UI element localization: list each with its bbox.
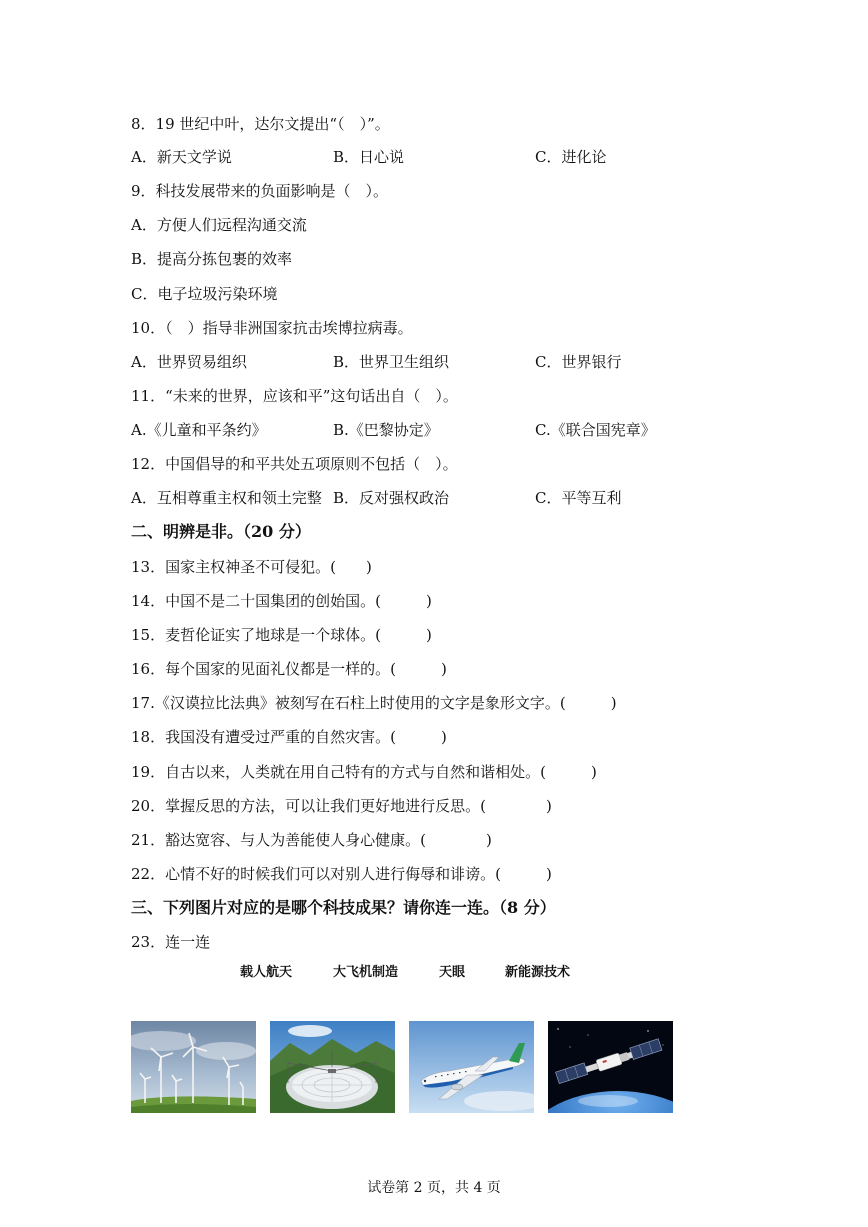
question-10-option-c: C．世界银行 [535,353,622,371]
match-label-new-energy: 新能源技术 [505,965,571,980]
section-2-title: 二、明辨是非。（20 分） [131,522,311,541]
question-9-option-b: B．提高分拣包裹的效率 [131,250,293,268]
question-13: 13．国家主权神圣不可侵犯。( ) [131,558,372,576]
question-9-stem: 9．科技发展带来的负面影响是（ ）。 [131,182,389,200]
question-19: 19．自古以来，人类就在用自己特有的方式与自然和谐相处。( ) [131,763,597,781]
airliner-image [409,1021,534,1113]
question-8-stem: 8．19 世纪中叶，达尔文提出“（ ）”。 [131,115,390,133]
question-10-option-b: B．世界卫生组织 [333,353,450,371]
wind-turbines-image [131,1021,256,1113]
question-16: 16．每个国家的见面礼仪都是一样的。( ) [131,660,447,678]
question-22: 22．心情不好的时候我们可以对别人进行侮辱和诽谤。( ) [131,865,552,883]
question-11-option-c: C.《联合国宪章》 [535,421,656,439]
match-label-manned-spaceflight: 载人航天 [240,965,293,980]
question-12-option-a: A．互相尊重主权和领土完整 [131,489,322,507]
question-11-option-a: A.《儿童和平条约》 [131,421,267,439]
fast-telescope-image [270,1021,395,1113]
question-18: 18．我国没有遭受过严重的自然灾害。( ) [131,728,447,746]
question-12-option-b: B．反对强权政治 [333,489,450,507]
space-station-image [548,1021,673,1113]
match-label-sky-eye: 天眼 [439,965,466,980]
question-8-option-c: C．进化论 [535,148,607,166]
question-8-option-a: A．新天文学说 [131,148,232,166]
question-10-option-a: A．世界贸易组织 [131,353,247,371]
question-9-option-a: A．方便人们远程沟通交流 [131,216,307,234]
question-11-option-b: B.《巴黎协定》 [333,421,439,439]
match-labels-row [0,963,868,985]
question-11-stem: 11．“未来的世界，应该和平”这句话出自（ ）。 [131,387,458,405]
question-8-option-b: B．日心说 [333,148,405,166]
question-10-stem: 10．（ ）指导非洲国家抗击埃博拉病毒。 [131,319,413,337]
question-17: 17.《汉谟拉比法典》被刻写在石柱上时使用的文字是象形文字。( ) [131,694,617,712]
question-23-stem: 23．连一连 [131,933,211,951]
question-9-option-c: C．电子垃圾污染环境 [131,285,278,303]
question-12-option-c: C．平等互利 [535,489,622,507]
section-3-title: 三、下列图片对应的是哪个科技成果？请你连一连。（8 分） [131,898,556,917]
question-15: 15．麦哲伦证实了地球是一个球体。( ) [131,626,432,644]
page-footer: 试卷第 2 页，共 4 页 [367,1180,501,1196]
question-20: 20．掌握反思的方法，可以让我们更好地进行反思。( ) [131,797,552,815]
match-label-large-aircraft: 大飞机制造 [333,965,399,980]
question-14: 14．中国不是二十国集团的创始国。( ) [131,592,432,610]
question-21: 21．豁达宽容、与人为善能使人身心健康。( ) [131,831,492,849]
question-12-stem: 12．中国倡导的和平共处五项原则不包括（ ）。 [131,455,458,473]
